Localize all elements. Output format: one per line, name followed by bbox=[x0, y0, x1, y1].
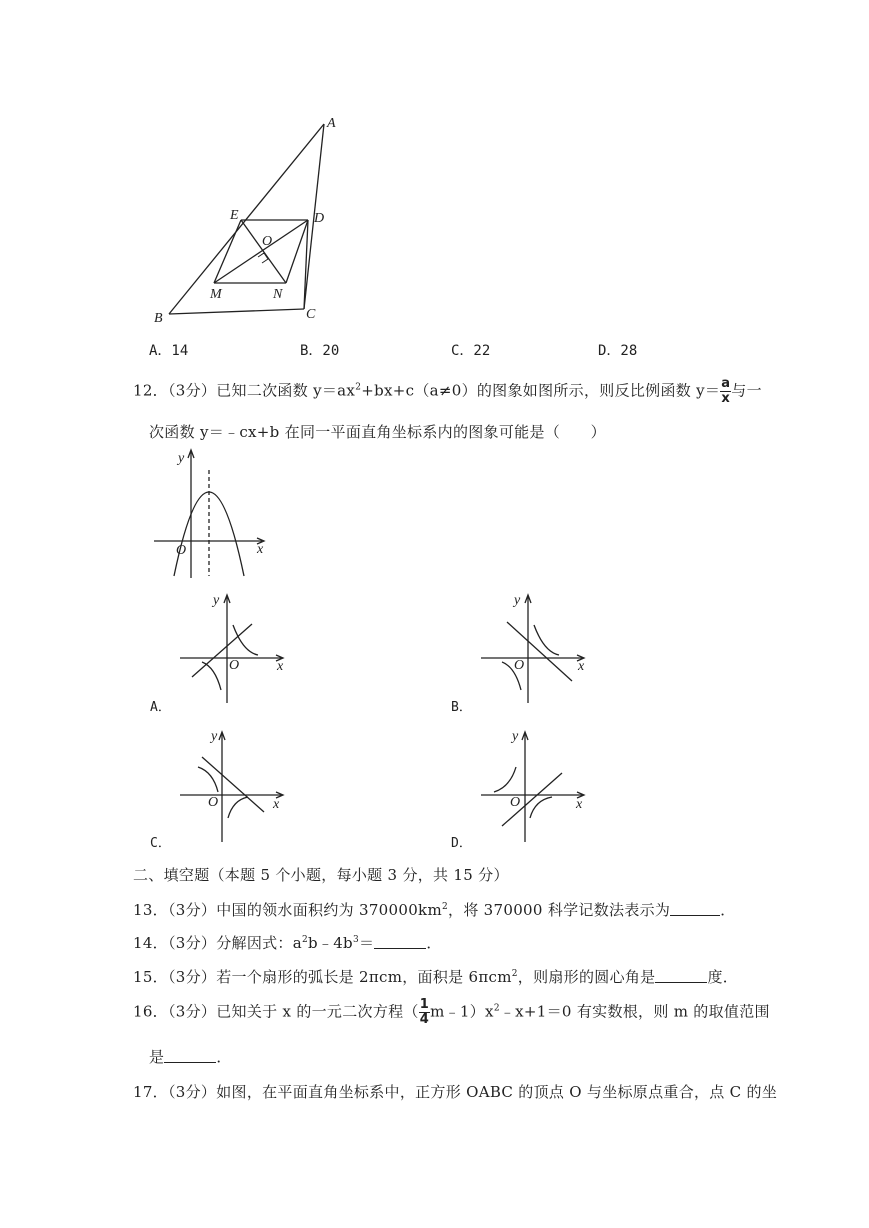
label-E: E bbox=[230, 208, 239, 223]
segment-BC bbox=[169, 309, 304, 314]
segment-EN bbox=[241, 220, 286, 283]
q16-fraction: $\frac{1}{4}$ bbox=[419, 997, 430, 1027]
q11-option-a: A．14 bbox=[149, 343, 189, 359]
origin-label: O bbox=[176, 543, 187, 558]
q12-option-c-label: C． bbox=[150, 836, 171, 851]
label-A: A bbox=[327, 116, 336, 131]
q11-option-b: B．20 bbox=[300, 343, 340, 359]
q12-option-a-graph bbox=[175, 588, 290, 706]
label-M: M bbox=[210, 287, 222, 302]
origin-label: O bbox=[510, 795, 521, 810]
origin-label: O bbox=[229, 658, 240, 673]
axis-label-x: x bbox=[578, 659, 585, 674]
q12-option-b-label: B． bbox=[451, 700, 472, 715]
axis-label-y: y bbox=[213, 593, 220, 608]
label-D: D bbox=[314, 211, 325, 226]
q13-answer-blank[interactable] bbox=[670, 901, 720, 916]
q13-text: 13．（3分）中国的领水面积约为 $370000km^2$，将 370000 科学记数法表示为 ． bbox=[133, 901, 736, 919]
q12-option-a-label: A． bbox=[150, 700, 171, 715]
axis-label-y: y bbox=[512, 729, 519, 744]
hyperbola-branch-2 bbox=[530, 797, 552, 818]
q16-answer-blank[interactable] bbox=[164, 1048, 216, 1063]
q15-text: 15．（3分）若一个扇形的弧长是 2πcm，面积是 6πcm$^2$，则扇形的圆心角是 度． bbox=[133, 968, 739, 986]
q12-option-d-graph bbox=[476, 725, 591, 843]
hyperbola-branch-2 bbox=[228, 797, 248, 818]
q12-option-b-graph bbox=[476, 588, 591, 706]
hyperbola-branch-1 bbox=[198, 767, 218, 792]
q12-option-d-label: D． bbox=[451, 836, 472, 851]
linear-function-line bbox=[192, 624, 252, 677]
q11-geometry-figure bbox=[150, 112, 350, 327]
hyperbola-branch-1 bbox=[494, 767, 516, 792]
axis-label-y: y bbox=[178, 451, 185, 466]
q16-line1: 16．（3分）已知关于 x 的一元二次方程（ $\frac{1}{4}$ $m﹣1)x^2﹣x+1=0$ 有实数根，则 m 的取值范围 bbox=[133, 997, 770, 1027]
origin-label: O bbox=[514, 658, 525, 673]
q14-text: 14．（3分）分解因式：$a^2b﹣4b^3=$ ． bbox=[133, 934, 442, 952]
q12-fraction: $\frac{a}{x}$ bbox=[721, 376, 731, 406]
axis-label-x: x bbox=[277, 659, 284, 674]
q11-option-d: D．28 bbox=[598, 343, 638, 359]
axis-label-y: y bbox=[211, 729, 218, 744]
axis-label-x: x bbox=[273, 797, 280, 812]
segment-BA bbox=[169, 124, 324, 314]
label-C: C bbox=[306, 307, 316, 322]
q12-option-c-graph bbox=[175, 725, 290, 843]
axis-label-x: x bbox=[576, 797, 583, 812]
q14-answer-blank[interactable] bbox=[374, 934, 426, 949]
axis-label-x: x bbox=[257, 542, 264, 557]
right-angle-mark bbox=[258, 253, 268, 263]
origin-label: O bbox=[208, 795, 219, 810]
section-heading-fill-in: 二、填空题（本题 5 个小题，每小题 3 分，共 15 分） bbox=[133, 866, 509, 884]
q12-line2: 次函数 y＝﹣cx+b 在同一平面直角坐标系内的图象可能是（ ） bbox=[149, 423, 606, 441]
segment-DN bbox=[286, 220, 308, 283]
label-N: N bbox=[273, 287, 283, 302]
q16-line2: 是 ． bbox=[149, 1048, 232, 1066]
axis-label-y: y bbox=[514, 593, 521, 608]
q17-text: 17．（3分）如图，在平面直角坐标系中，正方形 OABC 的顶点 O 与坐标原点重合，点 C 的坐 bbox=[133, 1083, 778, 1101]
label-O: O bbox=[262, 234, 273, 249]
q11-option-c: C．22 bbox=[451, 343, 491, 359]
q12-line1: 12．（3分）已知二次函数 $y=ax^2+bx+c(a\ne 0)$的图象如图所示，则反比例函数 y＝ $\frac{a}{x}$ 与一 bbox=[133, 376, 762, 406]
q15-answer-blank[interactable] bbox=[655, 968, 707, 983]
q12-parabola-figure bbox=[150, 448, 275, 580]
label-B: B bbox=[154, 311, 163, 326]
